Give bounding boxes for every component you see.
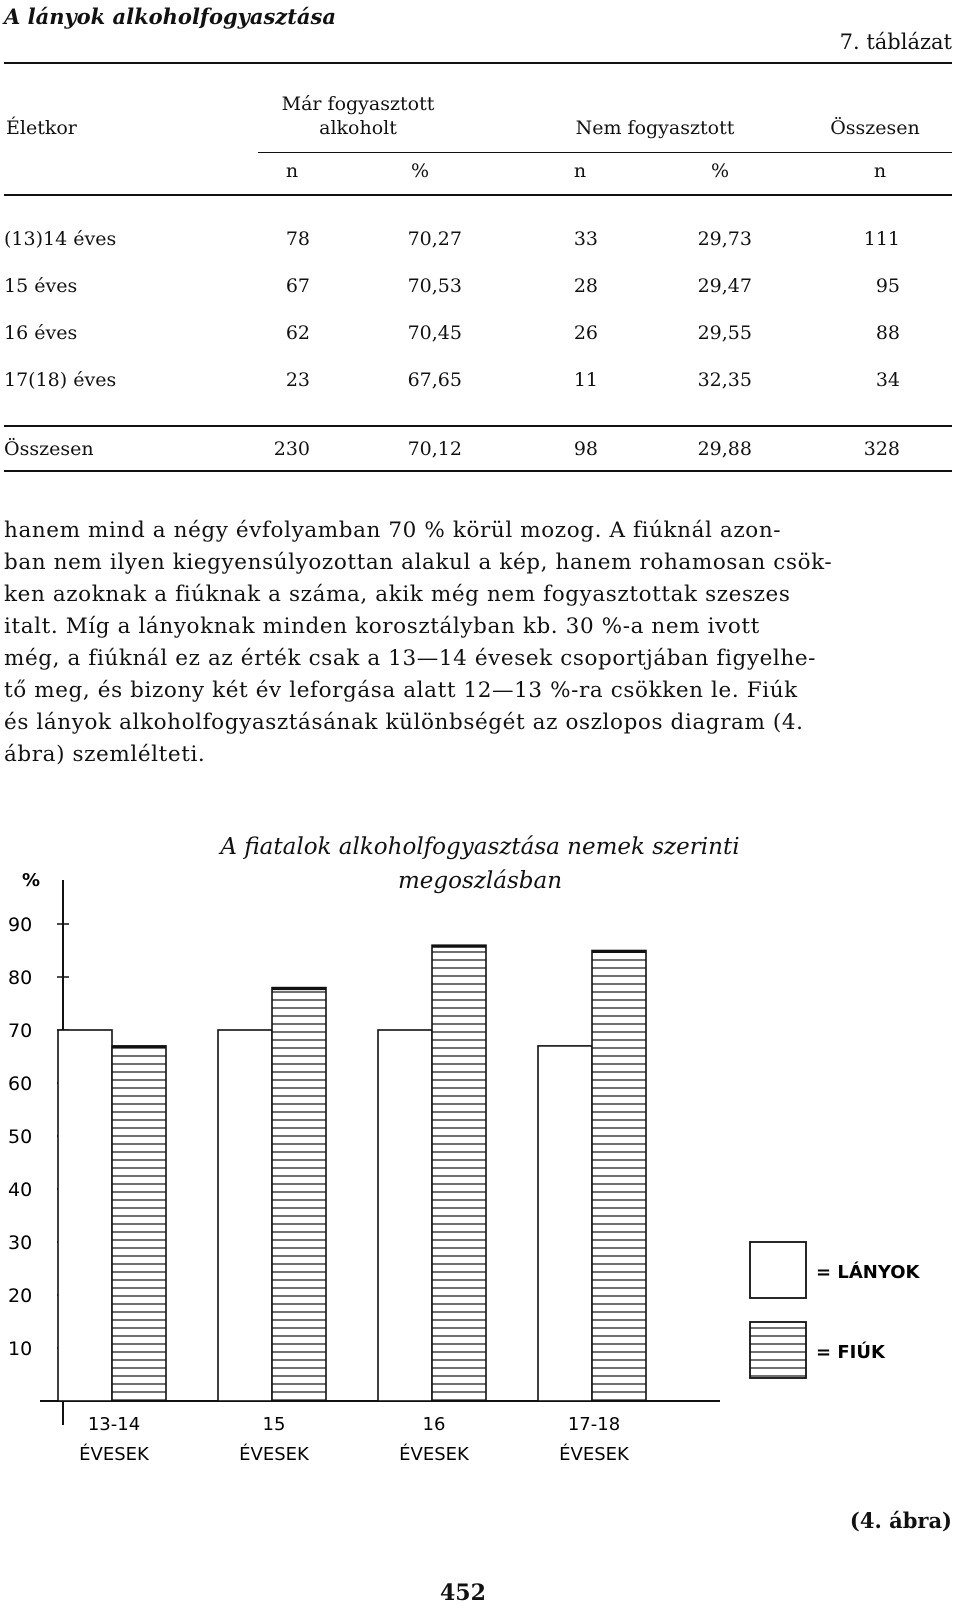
x-tick-label: ÉVESEK xyxy=(239,1444,309,1465)
bar-girls xyxy=(378,1030,432,1401)
sub-n-2: n xyxy=(573,160,587,182)
row-p1: 70,53 xyxy=(407,275,462,297)
row-p2: 29,47 xyxy=(697,275,752,297)
sub-n-1: n xyxy=(285,160,299,182)
y-tick-label: 10 xyxy=(8,1338,33,1360)
chart-title-line1: A fiatalok alkoholfogyasztása nemek szerinti xyxy=(220,834,740,860)
row-total: 95 xyxy=(875,275,900,297)
row-total: 34 xyxy=(875,369,900,391)
row-n2: 26 xyxy=(573,322,598,344)
legend-girls-swatch xyxy=(750,1242,806,1298)
row-p2: 32,35 xyxy=(697,369,752,391)
row-age: (13)14 éves xyxy=(4,228,117,250)
paragraph-line: és lányok alkoholfogyasztásának különbségét az oszlopos diagram (4. xyxy=(4,710,804,735)
x-tick-label: 13-14 xyxy=(87,1414,141,1435)
header-age: Életkor xyxy=(6,117,77,139)
table-number: 7. táblázat xyxy=(839,30,952,54)
bar-girls xyxy=(218,1030,272,1401)
row-n1: 62 xyxy=(285,322,310,344)
legend-boys-swatch xyxy=(750,1322,806,1378)
legend-girls-label: = LÁNYOK xyxy=(816,1262,920,1283)
row-p1: 70,27 xyxy=(407,228,462,250)
total-n2: 98 xyxy=(573,438,598,460)
header-total: Összesen xyxy=(830,117,920,139)
y-tick-label: 70 xyxy=(8,1020,33,1042)
table-bottom-rule xyxy=(4,470,952,472)
row-age: 15 éves xyxy=(4,275,78,297)
row-total: 88 xyxy=(875,322,900,344)
paragraph-line: italt. Míg a lányoknak minden korosztályban kb. 30 %-a nem ivott xyxy=(4,614,760,639)
paragraph-line: ábra) szemlélteti. xyxy=(4,742,206,767)
table-total-rule xyxy=(4,425,952,427)
x-tick-label: 17-18 xyxy=(567,1414,621,1435)
y-tick-label: 20 xyxy=(8,1285,33,1307)
y-tick-label: 40 xyxy=(8,1179,33,1201)
header-consumed: Már fogyasztott alkoholt xyxy=(281,93,435,139)
row-n1: 78 xyxy=(285,228,310,250)
y-tick-label: 60 xyxy=(8,1073,33,1095)
row-n1: 67 xyxy=(285,275,310,297)
bar-boys xyxy=(112,1046,166,1401)
paragraph-line: ban nem ilyen kiegyensúlyozottan alakul a kép, hanem rohamosan csök- xyxy=(4,550,833,575)
x-tick-label: 16 xyxy=(422,1414,446,1435)
y-tick-label: 90 xyxy=(8,914,33,936)
row-p1: 70,45 xyxy=(407,322,462,344)
bar-girls xyxy=(538,1046,592,1401)
bar-boys xyxy=(592,951,646,1402)
legend-boys-label: = FIÚK xyxy=(816,1342,885,1363)
sub-n-3: n xyxy=(873,160,887,182)
paragraph-line: hanem mind a négy évfolyamban 70 % körül mozog. A fiúknál azon- xyxy=(4,518,782,543)
row-n2: 28 xyxy=(573,275,598,297)
bar-boys xyxy=(272,988,326,1401)
y-axis-label: % xyxy=(22,870,41,891)
row-p1: 67,65 xyxy=(407,369,462,391)
x-tick-label: 15 xyxy=(262,1414,286,1435)
y-tick-label: 50 xyxy=(8,1126,33,1148)
y-tick-label: 30 xyxy=(8,1232,33,1254)
x-tick-label: ÉVESEK xyxy=(79,1444,149,1465)
table-header-rule xyxy=(4,194,952,196)
row-n2: 33 xyxy=(573,228,598,250)
paragraph-line: tő meg, és bizony két év leforgása alatt 12—13 %-ra csökken le. Fiúk xyxy=(4,678,798,703)
row-n2: 11 xyxy=(573,369,598,391)
section-heading: A lányok alkoholfogyasztása xyxy=(4,4,336,29)
bar-girls xyxy=(58,1030,112,1401)
body-paragraph xyxy=(4,515,954,771)
total-p2: 29,88 xyxy=(697,438,752,460)
chart-title-line2: megoszlásban xyxy=(397,868,563,894)
row-age: 17(18) éves xyxy=(4,369,117,391)
figure-caption: (4. ábra) xyxy=(849,1508,952,1533)
header-not-consumed: Nem fogyasztott xyxy=(575,117,735,139)
total-n1: 230 xyxy=(273,438,310,460)
total-label: Összesen xyxy=(4,438,94,460)
row-age: 16 éves xyxy=(4,322,78,344)
row-n1: 23 xyxy=(285,369,310,391)
bar-chart xyxy=(0,860,960,1500)
row-p2: 29,73 xyxy=(697,228,752,250)
table-top-rule xyxy=(4,62,952,64)
paragraph-line: ken azoknak a fiúknak a száma, akik még nem fogyasztottak szeszes xyxy=(4,582,791,607)
total-p1: 70,12 xyxy=(407,438,462,460)
x-tick-label: ÉVESEK xyxy=(559,1444,629,1465)
row-p2: 29,55 xyxy=(697,322,752,344)
total-total: 328 xyxy=(863,438,900,460)
x-tick-label: ÉVESEK xyxy=(399,1444,469,1465)
y-tick-label: 80 xyxy=(8,967,33,989)
paragraph-line: még, a fiúknál ez az érték csak a 13—14 évesek csoportjában figyelhe- xyxy=(4,646,817,671)
sub-pct-2: % xyxy=(710,160,730,182)
bar-boys xyxy=(432,945,486,1401)
header-sub-rule xyxy=(258,152,952,153)
row-total: 111 xyxy=(863,228,900,250)
sub-pct-1: % xyxy=(410,160,430,182)
page-number: 452 xyxy=(440,1580,486,1606)
